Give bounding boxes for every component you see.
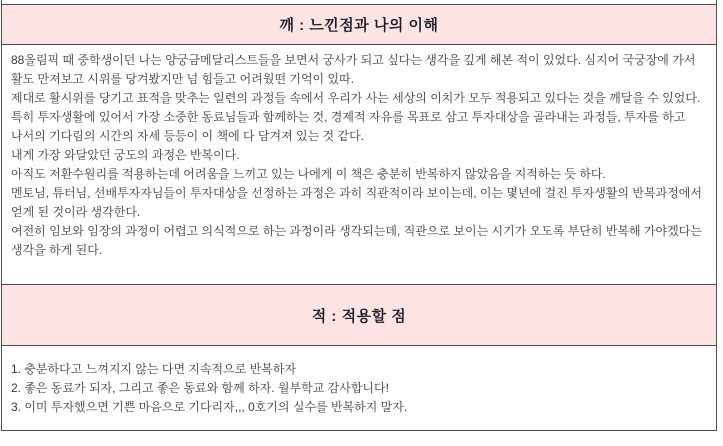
review-table xyxy=(1,0,717,431)
sections-container xyxy=(2,5,716,430)
paragraph: 여전히 임보와 임장의 과정이 어렵고 의식적으로 하는 과정이라 생각되는데, 직관으로 보이는 시기가 오도록 부단히 반복해 가야겠다는 생각을 하게 된다. xyxy=(11,224,702,257)
paragraph: 3. 이미 투자했으면 기쁜 마음으로 기다리자,,, 0호기의 실수를 반복하지 말자. xyxy=(11,400,408,414)
section-header-label: 깨 : 느낀점과 나의 이해 xyxy=(279,17,439,34)
section-body xyxy=(2,346,716,430)
paragraph: 아직도 저환수원리를 적용하는데 어려움을 느끼고 있는 나에게 이 책은 충분히 반복하지 않았음을 지적하는 듯 하다. xyxy=(11,167,606,181)
section-body xyxy=(2,45,716,285)
paragraph: 특히 투자생활에 있어서 가장 소중한 동료님들과 함께하는 것, 경제적 자유를 목표로 삼고 투자대상을 골라내는 과정들, 투자를 하고 나서의 기다림의 시간의 자세 등등이 이 책에 다 담겨져 있는 것 같다. xyxy=(11,110,686,143)
section-header xyxy=(2,5,716,45)
section-header-label: 적 : 적용할 점 xyxy=(311,307,407,325)
paragraph: 내게 가장 와달았던 궁도의 과정은 반복이다. xyxy=(11,148,240,162)
paragraph: 88올림픽 때 중학생이던 나는 양궁금메달리스트들을 보면서 궁사가 되고 싶다는 생각을 깊게 해본 적이 있었다. 심지어 국궁장에 가서 활도 만져보고 시위를 당겨봤지만 넘 힘들고 어려웠떤 기억이 있따. xyxy=(11,53,696,86)
section xyxy=(2,5,716,285)
paragraph: 1. 충분하다고 느껴지지 않는 다면 지속적으로 반복하자 xyxy=(11,362,297,376)
paragraph: 제대로 활시위를 당기고 표적을 맞추는 일련의 과정들 속에서 우리가 사는 세상의 이치가 모두 적용되고 있다는 것을 깨달을 수 있었다. xyxy=(11,91,701,105)
paragraph: 멘토님, 튜터님, 선배투자자님들이 투자대상을 선정하는 과정은 과히 직관적이라 보이는데, 이는 몇년에 걸진 투자생활의 반복과정에서 얻게 된 것이라 생각한다. xyxy=(11,186,702,219)
paragraph: 2. 좋은 동료가 되자, 그리고 좋은 동료와 함께 하자. 월부학교 감사합니다! xyxy=(11,381,389,395)
section-header xyxy=(2,285,716,346)
section xyxy=(2,285,716,430)
